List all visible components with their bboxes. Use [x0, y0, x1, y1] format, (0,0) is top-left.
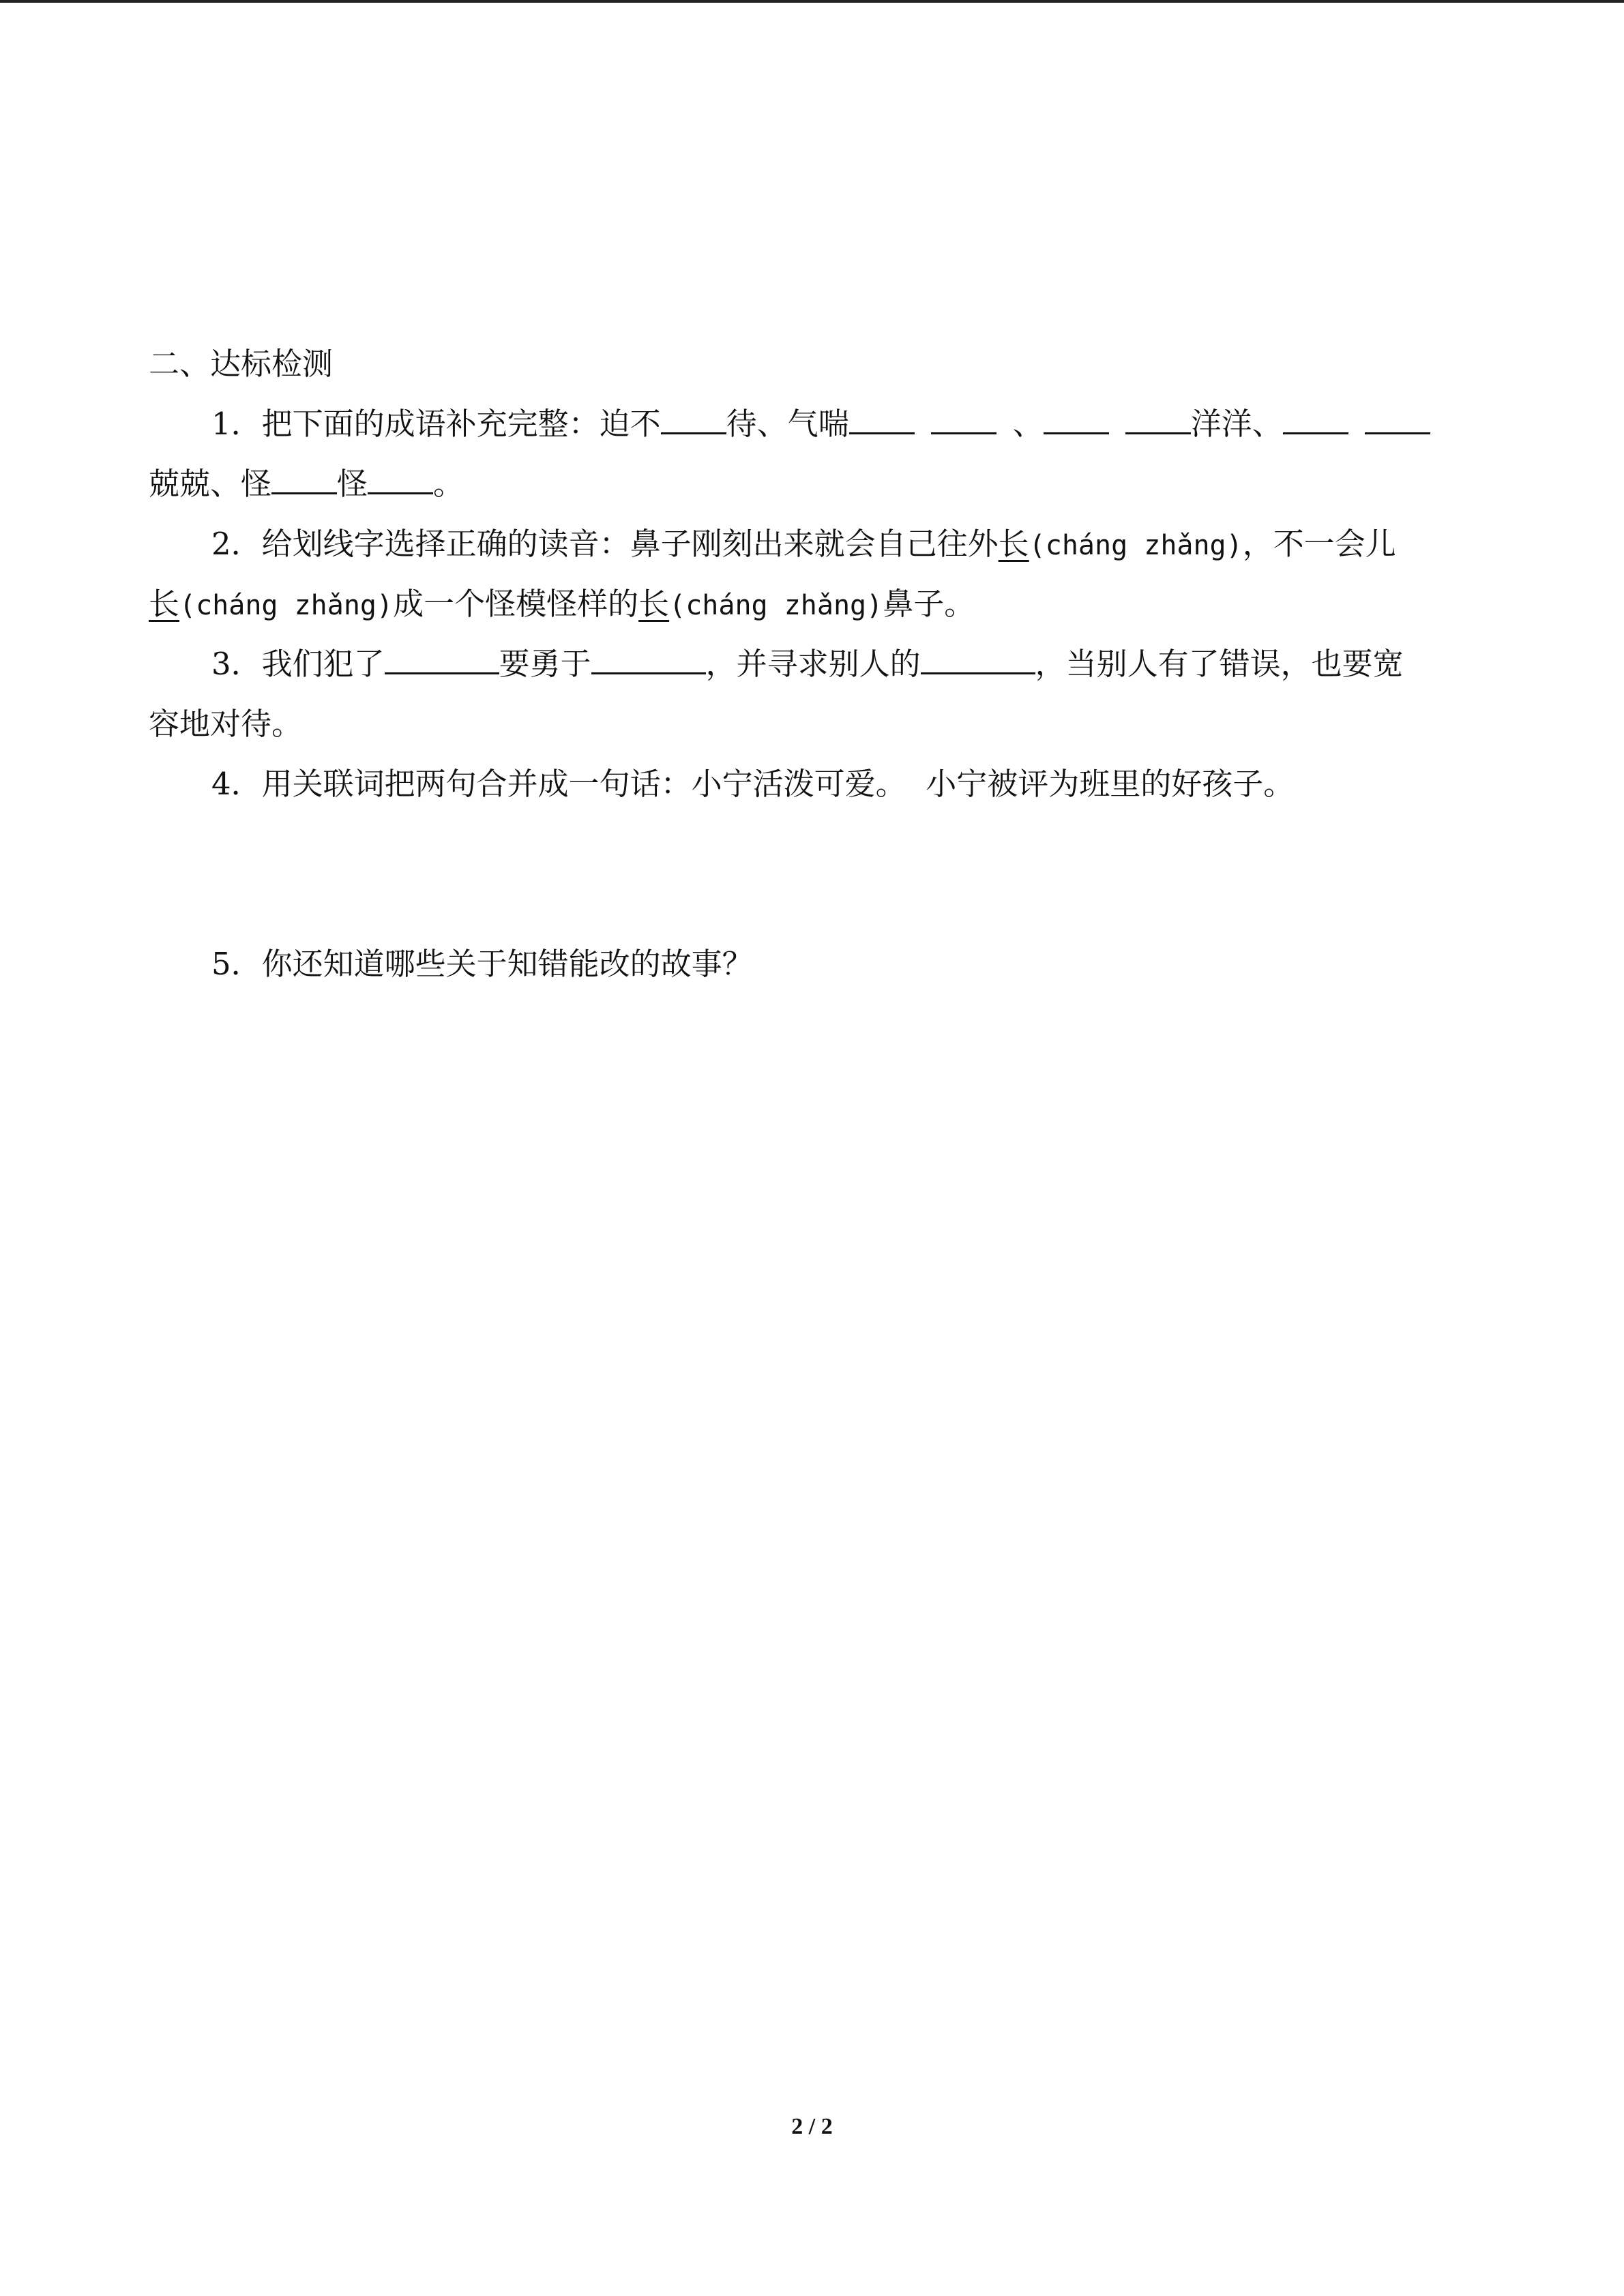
question-2-line-2	[149, 574, 1479, 634]
q2-pinyin-3: (cháng zhǎng)	[669, 590, 883, 621]
question-3-line-2: 容地对待。	[149, 706, 303, 742]
q1-blank-9[interactable]	[368, 465, 433, 494]
q2-mid-1: ，不一会儿	[1242, 526, 1396, 562]
q1-line2-a: 兢兢、怪	[149, 466, 272, 502]
q2-mid-2: 成一个怪模怪样的	[393, 586, 639, 622]
q3-text-1: 要勇于	[499, 646, 591, 682]
question-4: 4．用关联词把两句合并成一句话：小宁活泼可爱。 小宁被评为班里的好孩子。	[211, 766, 1295, 802]
answer-space-q4[interactable]	[149, 814, 1479, 934]
q3-lead: 3．我们犯了	[211, 646, 385, 682]
q1-blank-4[interactable]	[1044, 405, 1109, 434]
q3-text-2: ，并寻求别人的	[705, 646, 921, 682]
worksheet-content	[149, 334, 1479, 994]
q1-blank-8[interactable]	[271, 465, 337, 494]
q1-blank-2[interactable]	[849, 405, 915, 434]
question-1-line-2	[149, 454, 1479, 514]
question-1-line-1	[149, 394, 1479, 454]
q3-blank-3[interactable]	[921, 645, 1035, 674]
page-number: 2 / 2	[791, 2114, 833, 2139]
q1-text-3: 洋洋、	[1190, 406, 1283, 442]
q3-blank-2[interactable]	[591, 645, 706, 674]
q1-blank-5[interactable]	[1125, 405, 1191, 434]
q1-blank-1[interactable]	[661, 405, 726, 434]
question-3-line-1	[149, 634, 1479, 694]
q1-lead: 1．把下面的成语补充完整：迫不	[211, 406, 661, 442]
q1-end: 。	[433, 466, 464, 502]
q3-blank-1[interactable]	[385, 645, 499, 674]
q2-pinyin-1: (cháng zhǎng)	[1029, 530, 1243, 561]
q2-underlined-char-1: 长	[998, 526, 1029, 562]
q2-underlined-char-3: 长	[638, 586, 670, 622]
top-border	[0, 0, 1624, 3]
q1-blank-6[interactable]	[1283, 405, 1348, 434]
q3-text-3: ，当别人有了错误，也要宽	[1035, 646, 1404, 682]
q2-pinyin-2: (cháng zhǎng)	[179, 590, 394, 621]
q1-text-1: 待、气喘	[726, 406, 849, 442]
q1-line2-b: 怪	[337, 466, 368, 502]
question-2-line-1	[149, 514, 1479, 574]
q1-blank-3[interactable]	[931, 405, 996, 434]
section-title: 二、达标检测	[149, 346, 334, 382]
q1-blank-7[interactable]	[1365, 405, 1430, 434]
question-5: 5．你还知道哪些关于知错能改的故事？	[211, 946, 753, 982]
q2-tail: 鼻子。	[883, 586, 975, 622]
q1-text-2: 、	[1012, 406, 1044, 442]
q2-underlined-char-2: 长	[149, 586, 180, 622]
q2-lead: 2．给划线字选择正确的读音：鼻子刚刻出来就会自己往外	[211, 526, 999, 562]
